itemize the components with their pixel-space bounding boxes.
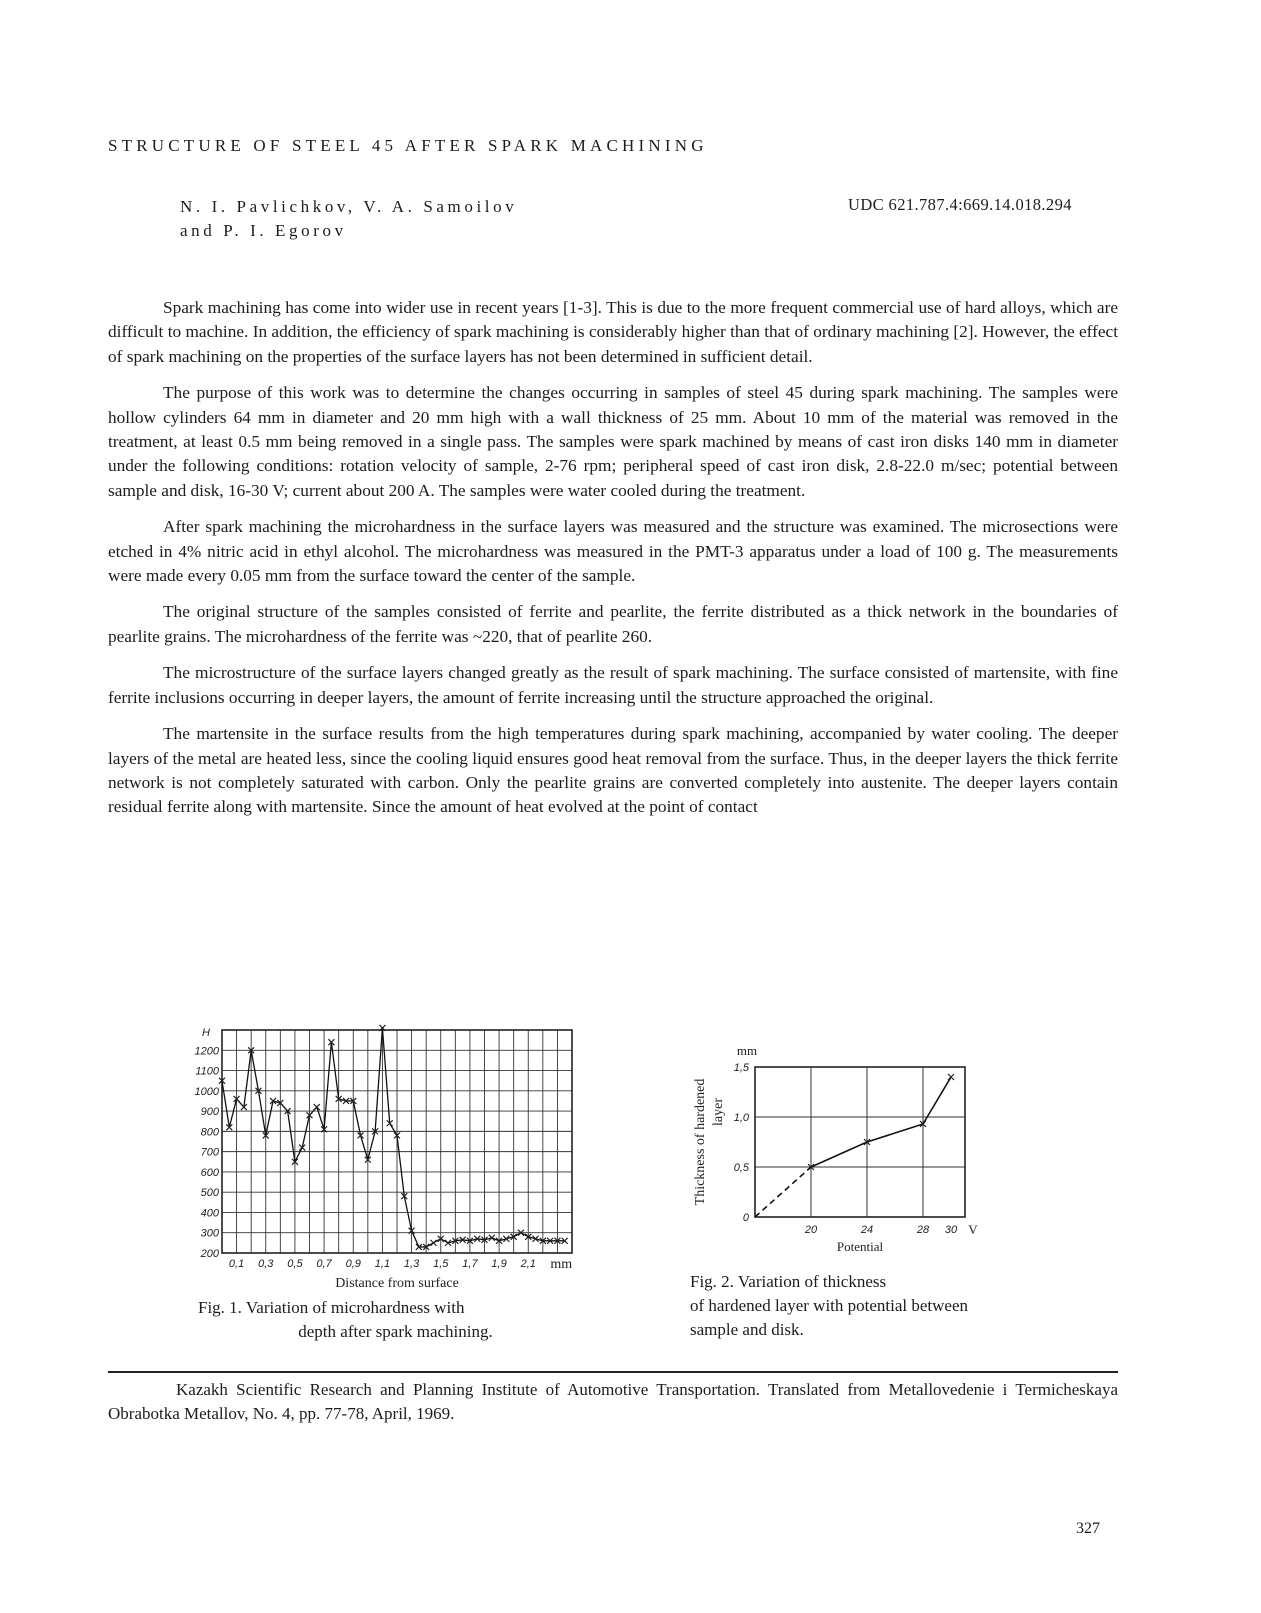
fig1-x-tick-label: 1,9 bbox=[491, 1258, 507, 1270]
fig1-x-tick-label: 0,9 bbox=[345, 1258, 361, 1270]
fig2-x-tick-label: 28 bbox=[916, 1224, 930, 1236]
paragraph-6: The martensite in the surface results from the high temperatures during spark machining, accompanied by water cooling. The deeper layers of the metal are heated less, since the cooling liquid ensures good heat removal from the surface. Thus, in the deeper layers the thick ferrite network is not completely saturated with carbon. Only the pearlite grains are converted completely into austenite. The deeper layers contain residual ferrite along with martensite. Since the amount of heat evolved at the point of contact bbox=[108, 724, 1118, 817]
paragraph-4: The original structure of the samples consisted of ferrite and pearlite, the ferrite distributed as a thick network in the boundaries of pearlite grains. The microhardness of the ferrite was ~220, that of pearlite 260. bbox=[108, 602, 1118, 646]
figure-1-caption-rest: depth after spark machining. bbox=[298, 1322, 493, 1341]
fig2-frame bbox=[755, 1067, 965, 1217]
fig2-y-tick-label: 1,5 bbox=[733, 1062, 749, 1074]
fig2-x-tick-label: 20 bbox=[804, 1224, 818, 1236]
page-number: 327 bbox=[1076, 1520, 1100, 1537]
fig2-x-tick-label: 30 bbox=[944, 1224, 958, 1236]
footnote bbox=[108, 1378, 1118, 1426]
fig1-plot bbox=[195, 1025, 573, 1291]
authors-line-2: and P. I. Egorov bbox=[180, 221, 347, 240]
fig1-x-tick-label: 0,5 bbox=[287, 1258, 303, 1270]
footnote-rule bbox=[108, 1371, 1118, 1373]
fig2-series-line-measured bbox=[811, 1077, 951, 1167]
fig2-y-unit: mm bbox=[736, 1043, 758, 1058]
fig2-y-tick-label: 0,5 bbox=[733, 1162, 749, 1174]
fig2-y-tick-label: 0 bbox=[742, 1212, 749, 1224]
fig1-x-tick-label: 1,3 bbox=[403, 1258, 420, 1270]
fig2-series-line-extrapolated bbox=[755, 1167, 811, 1217]
footnote-text: Kazakh Scientific Research and Planning Institute of Automotive Transportation. Translated from Metallovedenie i Termicheskaya Obrabotka Metallov, No. 4, pp. 77-78, April, 1969. bbox=[108, 1380, 1118, 1423]
fig1-x-tick-label: 0,1 bbox=[228, 1258, 245, 1270]
figure-2 bbox=[690, 1040, 990, 1339]
fig2-x-tick-label: 24 bbox=[860, 1224, 874, 1236]
paragraph-3: After spark machining the microhardness in the surface layers was measured and the structure was examined. The microsections were etched in 4% nitric acid in ethyl alcohol. The microhardness was measured in the PMT-3 apparatus under a load of 100 g. The measurements were made every 0.05 mm from the surface toward the center of the sample. bbox=[108, 517, 1118, 586]
fig1-x-tick-label: 0,3 bbox=[258, 1258, 274, 1270]
fig2-x-unit: V bbox=[968, 1222, 978, 1237]
authors-line-1: N. I. Pavlichkov, V. A. Samoilov bbox=[180, 197, 518, 216]
fig1-y-tick-label: 500 bbox=[200, 1187, 219, 1200]
figure-1-caption-first: Variation of microhardness with bbox=[245, 1298, 465, 1317]
paragraph-2: The purpose of this work was to determine the changes occurring in samples of steel 45 during spark machining. The samples were hollow cylinders 64 mm in diameter and 20 mm high with a wall thickness of 25 mm. About 10 mm of the material was removed in the treatment, at least 0.5 mm being removed in a single pass. The samples were spark machined by means of cast iron disks 140 mm in diameter under the following conditions: rotation velocity of sample, 2-76 rpm; peripheral speed of cast iron disk, 2.8-22.0 m/sec; potential between sample and disk, 16-30 V; current about 200 A. The samples were water cooled during the treatment. bbox=[108, 383, 1118, 500]
fig1-y-tick-label: 1200 bbox=[194, 1045, 219, 1058]
fig2-y-tick-label: 1,0 bbox=[733, 1112, 749, 1124]
author-list bbox=[180, 195, 517, 243]
fig1-data-point bbox=[314, 1104, 320, 1110]
fig1-y-tick-label: 600 bbox=[200, 1166, 219, 1179]
microhardness-chart bbox=[190, 1028, 590, 1298]
fig1-y-tick-label: 300 bbox=[200, 1227, 219, 1240]
body-text bbox=[108, 296, 1118, 832]
fig2-x-axis-label: Potential bbox=[836, 1239, 884, 1254]
paragraph-5: The microstructure of the surface layers changed greatly as the result of spark machining. The surface consisted of martensite, with fine ferrite inclusions occurring in deeper layers, the amount of ferrite increasing until the structure approached the original. bbox=[108, 663, 1118, 707]
figure-1-caption bbox=[198, 1296, 593, 1344]
fig2-y-axis-label-line-1: Thickness of hardened bbox=[693, 1078, 708, 1206]
figure-2-caption-rest: of hardened layer with potential between sample and disk. bbox=[690, 1296, 969, 1339]
figure-2-caption-first: Variation of thickness bbox=[737, 1272, 887, 1291]
fig1-x-tick-label: 1,1 bbox=[374, 1258, 391, 1270]
fig1-x-unit: mm bbox=[550, 1257, 573, 1272]
udc-code: UDC 621.787.4:669.14.018.294 bbox=[848, 195, 1072, 214]
figure-2-caption bbox=[690, 1270, 1010, 1342]
paper-title: STRUCTURE OF STEEL 45 AFTER SPARK MACHINING bbox=[108, 136, 708, 155]
fig1-x-tick-label: 2,1 bbox=[520, 1258, 536, 1270]
fig1-y-tick-label: 200 bbox=[200, 1248, 219, 1260]
figure-2-caption-label: Fig. 2. bbox=[690, 1272, 734, 1291]
layer-thickness-chart bbox=[690, 1040, 990, 1265]
fig1-x-tick-label: 1,7 bbox=[462, 1258, 478, 1270]
figure-1 bbox=[190, 1027, 590, 1341]
fig1-y-tick-label: 1100 bbox=[195, 1065, 219, 1078]
fig1-x-tick-label: 0,7 bbox=[316, 1258, 332, 1270]
fig1-y-tick-label: 700 bbox=[200, 1146, 219, 1159]
fig2-plot bbox=[693, 1043, 978, 1254]
fig1-y-axis-label: H bbox=[202, 1027, 210, 1039]
fig1-y-tick-label: 900 bbox=[200, 1106, 219, 1119]
fig1-x-tick-label: 1,5 bbox=[433, 1258, 449, 1270]
fig2-data-point bbox=[948, 1074, 954, 1080]
fig1-x-axis-label: Distance from surface bbox=[335, 1276, 459, 1291]
figure-1-caption-label: Fig. 1. bbox=[198, 1298, 242, 1317]
fig1-y-tick-label: 400 bbox=[200, 1207, 219, 1220]
fig2-y-axis-label-line-2: layer bbox=[711, 1098, 726, 1126]
paragraph-1: Spark machining has come into wider use in recent years [1-3]. This is due to the more frequent commercial use of hard alloys, which are difficult to machine. In addition, the efficiency of spark machining is considerably higher than that of ordinary machining [2]. However, the effect of spark machining on the properties of the surface layers has not been determined in sufficient detail. bbox=[108, 298, 1118, 366]
fig1-y-tick-label: 800 bbox=[200, 1126, 219, 1139]
fig1-data-point bbox=[430, 1240, 436, 1246]
fig1-y-tick-label: 1000 bbox=[194, 1085, 219, 1098]
